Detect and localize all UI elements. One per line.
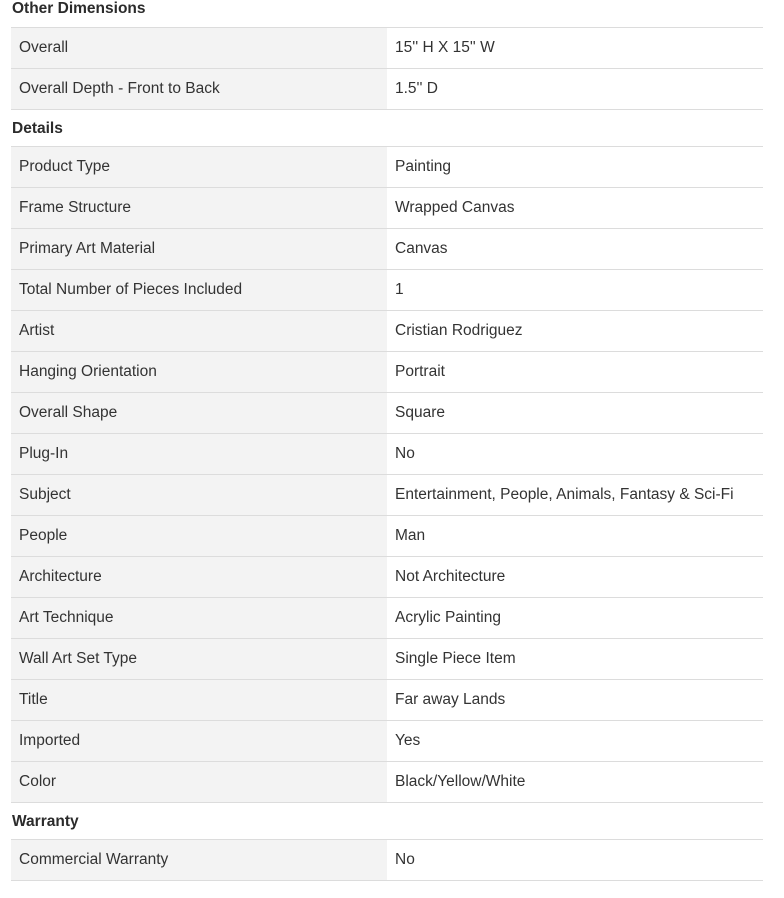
spec-value: Not Architecture (395, 568, 506, 585)
spec-label: Overall Depth - Front to Back (11, 69, 387, 109)
spec-row-overall-shape (11, 393, 763, 434)
section-title-other-dimensions: Other Dimensions (11, 0, 763, 28)
spec-row-plug-in (11, 434, 763, 475)
spec-value: Single Piece Item (395, 650, 516, 667)
spec-label: Frame Structure (11, 188, 387, 228)
specifications-table (11, 0, 763, 881)
spec-label: Title (11, 680, 387, 720)
spec-label: Primary Art Material (11, 229, 387, 269)
spec-row-people (11, 516, 763, 557)
spec-value: Painting (395, 158, 452, 175)
spec-value: Black/Yellow/White (395, 773, 526, 790)
section-title-warranty: Warranty (11, 803, 763, 840)
spec-row-product-type (11, 147, 763, 188)
spec-row-total-pieces (11, 270, 763, 311)
spec-row-wall-art-set-type (11, 639, 763, 680)
spec-value: Entertainment, People, Animals, Fantasy & Sci-Fi (395, 486, 734, 503)
spec-label: Overall (11, 28, 387, 68)
spec-row-imported (11, 721, 763, 762)
spec-row-subject (11, 475, 763, 516)
spec-value: No (395, 445, 415, 462)
spec-row-title (11, 680, 763, 721)
spec-label: Total Number of Pieces Included (11, 270, 387, 310)
spec-row-art-technique (11, 598, 763, 639)
spec-row-frame-structure (11, 188, 763, 229)
spec-value: No (395, 851, 415, 868)
section-title-details: Details (11, 110, 763, 147)
spec-value: 15'' H X 15'' W (395, 39, 495, 56)
spec-value: Wrapped Canvas (395, 199, 515, 216)
spec-row-commercial-warranty (11, 840, 763, 881)
spec-row-architecture (11, 557, 763, 598)
spec-label: Product Type (11, 147, 387, 187)
spec-label: Overall Shape (11, 393, 387, 433)
spec-label: People (11, 516, 387, 556)
spec-row-color (11, 762, 763, 803)
spec-label: Plug-In (11, 434, 387, 474)
spec-label: Subject (11, 475, 387, 515)
spec-label: Imported (11, 721, 387, 761)
spec-value: Cristian Rodriguez (395, 322, 523, 339)
spec-value: Acrylic Painting (395, 609, 501, 626)
spec-row-overall (11, 28, 763, 69)
spec-value: Canvas (395, 240, 448, 257)
spec-value: 1 (395, 281, 404, 298)
spec-value: Man (395, 527, 426, 544)
spec-value: Portrait (395, 363, 445, 380)
spec-label: Art Technique (11, 598, 387, 638)
spec-row-overall-depth (11, 69, 763, 110)
spec-row-primary-art-material (11, 229, 763, 270)
spec-row-artist (11, 311, 763, 352)
spec-label: Color (11, 762, 387, 802)
spec-label: Commercial Warranty (11, 840, 387, 880)
spec-value: Yes (395, 732, 421, 749)
spec-value: Square (395, 404, 445, 421)
spec-label: Artist (11, 311, 387, 351)
spec-label: Wall Art Set Type (11, 639, 387, 679)
spec-label: Hanging Orientation (11, 352, 387, 392)
spec-label: Architecture (11, 557, 387, 597)
spec-value: 1.5'' D (395, 80, 438, 97)
spec-row-hanging-orientation (11, 352, 763, 393)
spec-value: Far away Lands (395, 691, 506, 708)
